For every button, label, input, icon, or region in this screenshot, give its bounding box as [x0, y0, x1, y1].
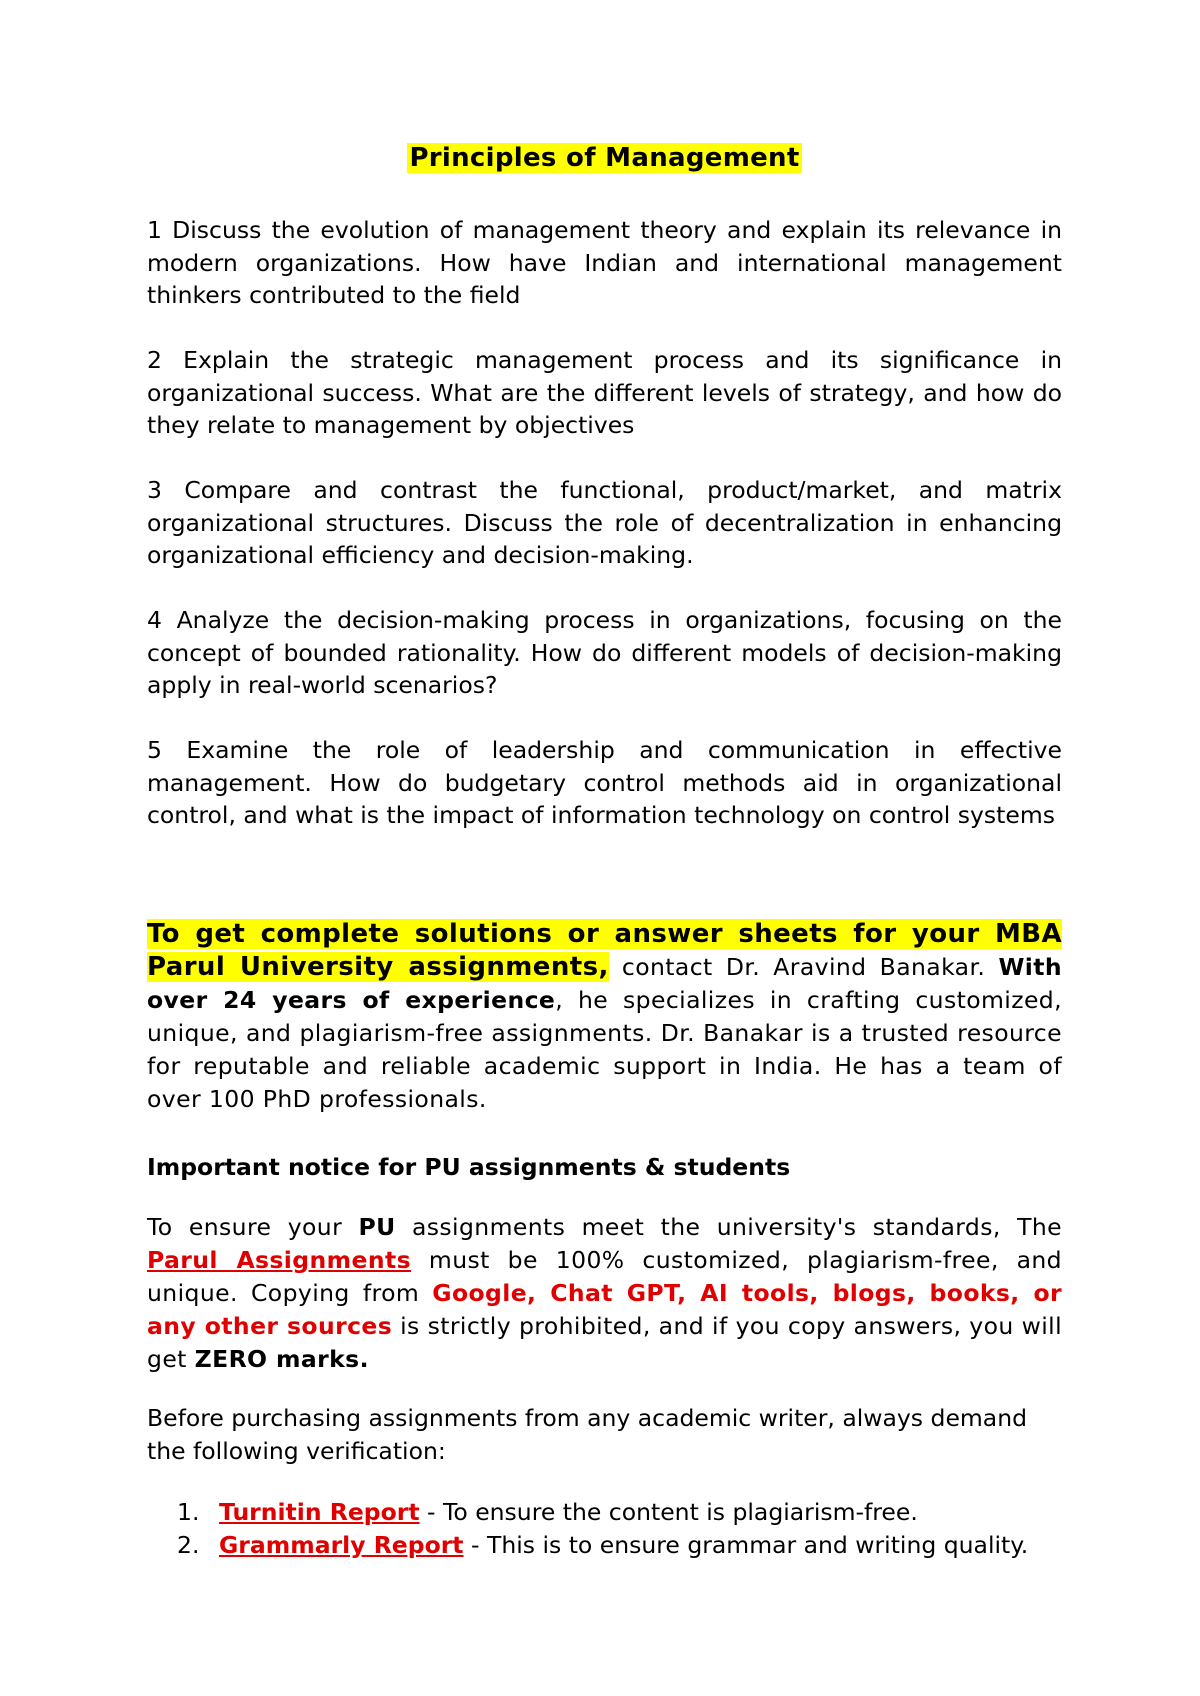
question-4: 4 Analyze the decision-making process in organizations, focusing on the concept of bounded rationality. How do different models of decision-making apply in real-world scenarios? [147, 606, 1062, 699]
notice-sources: Google, Chat GPT, AI tools, blogs, books, or any other sources [147, 1279, 1062, 1340]
question-1: 1 Discuss the evolution of management theory and explain its relevance in modern organizations. How have Indian and international management thinkers contributed to the field [147, 216, 1062, 309]
turnitin-report-link[interactable]: Turnitin Report [219, 1498, 420, 1526]
notice-text-2: assignments meet the university's standards, The [395, 1213, 1062, 1241]
parul-assignments-link[interactable]: Parul Assignments [147, 1246, 411, 1274]
promo-text-1: contact Dr. Aravind Banakar. [608, 953, 999, 981]
notice-paragraph [147, 1211, 1062, 1376]
promo-experience: With over 24 years of experience [147, 953, 1062, 1014]
notice-text-3: must be 100% customized, plagiarism-free, and unique. Copying from [147, 1246, 1063, 1307]
promo-paragraph [147, 918, 1062, 1116]
notice-heading: Important notice for PU assignments & students [147, 1153, 791, 1181]
page-title: Principles of Management [409, 143, 800, 173]
promo-text-2: , he specializes in crafting customized, unique, and plagiarism-free assignments. Dr. Banakar is a trusted resource for reputable and reliable academic support in India. He has a team of over 100 PhD professionals. [147, 986, 1062, 1113]
notice-zero-marks: ZERO marks. [194, 1345, 369, 1373]
verification-list [147, 1496, 1062, 1562]
list-description: - This is to ensure grammar and writing quality. [463, 1531, 1029, 1559]
question-3: 3 Compare and contrast the functional, product/market, and matrix organizational structures. Discuss the role of decentralization in enhancing organizational efficiency and decision-making. [147, 476, 1062, 569]
list-item [147, 1529, 1062, 1562]
question-5: 5 Examine the role of leadership and communication in effective management. How do budgetary control methods aid in organizational control, and what is the impact of information technology on control systems [147, 736, 1062, 829]
list-description: - To ensure the content is plagiarism-free. [419, 1498, 918, 1526]
list-number: 2. [177, 1531, 200, 1559]
notice-text-4: is strictly prohibited, and if you copy answers, you will get [147, 1312, 1062, 1373]
list-number: 1. [177, 1498, 200, 1526]
list-item [147, 1496, 1062, 1529]
grammarly-report-link[interactable]: Grammarly Report [219, 1531, 464, 1559]
title-container [147, 143, 1062, 173]
promo-highlight: To get complete solutions or answer sheets for your MBA Parul University assignments, [147, 919, 1062, 982]
notice-pu: PU [358, 1213, 396, 1241]
purchase-paragraph: Before purchasing assignments from any academic writer, always demand the following verification: [147, 1404, 1027, 1465]
question-2: 2 Explain the strategic management process and its significance in organizational success. What are the different levels of strategy, and how do they relate to management by objectives [147, 346, 1062, 439]
notice-text-1: To ensure your [147, 1213, 359, 1241]
